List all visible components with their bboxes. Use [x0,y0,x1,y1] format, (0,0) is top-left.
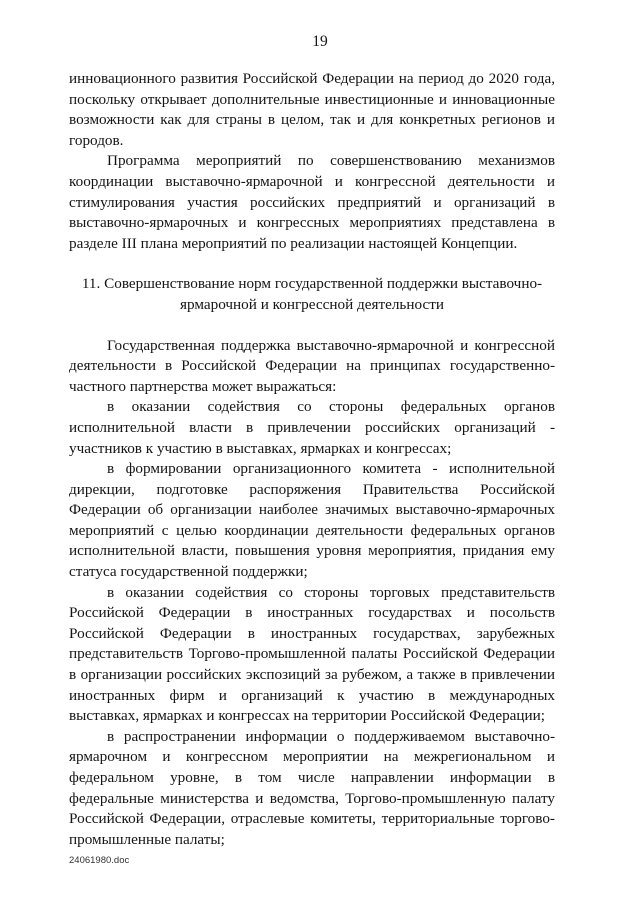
paragraph-continuation: инновационного развития Российской Федерации на период до 2020 года, поскольку открывает дополнительные инвестиционные и инновационные возможности как для страны в целом, так и для конкретных регионов и городов. [69,70,555,149]
footer-filename: 24061980.doc [69,855,130,866]
section-heading: 11. Совершенствование норм государственной поддержки выставочно-ярмарочной и конгрессной деятельности [81,275,543,313]
list-item-organizing-committee: в формировании организационного комитета - исполнительной дирекции, подготовке распоряжения Правительства Российской Федерации об организации наиболее значимых выставочно-ярмарочных мероприятий с целью координации деятельности федеральных органов исполнительной власти, повышения уровня мероприятия, придания ему статуса государственной поддержки; [69,460,555,581]
page-number: 19 [312,33,328,50]
document-body [69,69,555,850]
list-item-trade-missions: в оказании содействия со стороны торговых представительств Российской Федерации в иностранных государствах и посольств Российской Федерации в иностранных государствах, зарубежных представительств Торгово-промышленной палаты Российской Федерации в организации российских экспозиций за рубежом, а также в привлечении иностранных фирм и организаций к участию в международных выставках, ярмарках и конгрессах на территории Российской Федерации; [69,583,555,725]
paragraph-program: Программа мероприятий по совершенствованию механизмов координации выставочно-ярмарочной и конгрессной деятельности и стимулирования участия российских предприятий и организаций в выставочно-ярмарочных и конгрессных мероприятиях представлена в разделе III плана мероприятий по реализации настоящей Концепции. [69,152,555,252]
list-item-information-dissemination: в распространении информации о поддерживаемом выставочно-ярмарочном и конгрессном мероприятии на межрегиональном и федеральном уровне, в том числе направлении информации в федеральные министерства и ведомства, Торгово-промышленную палату Российской Федерации, отраслевые комитеты, территориальные торгово-промышленные палаты; [69,727,555,848]
list-item-federal-assistance: в оказании содействия со стороны федеральных органов исполнительной власти в привлечении российских организаций - участников к участию в выставках, ярмарках и конгрессах; [69,398,555,457]
paragraph-state-support: Государственная поддержка выставочно-ярмарочной и конгрессной деятельности в Российской Федерации на принципах государственно-частного партнерства может выражаться: [69,336,555,395]
